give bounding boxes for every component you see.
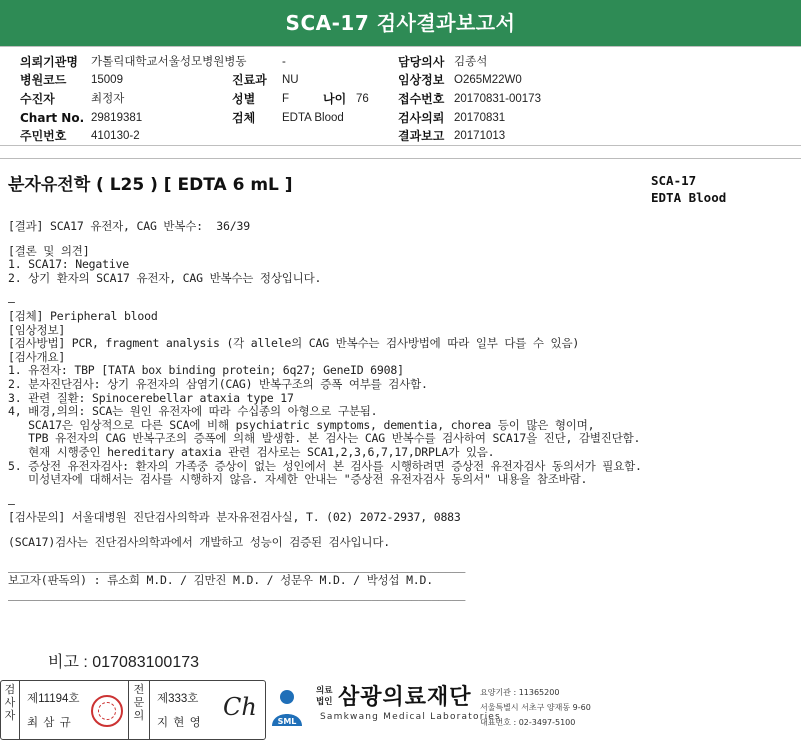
info-label: Chart No. bbox=[20, 111, 85, 125]
specialist-name: 지 현 영 bbox=[157, 717, 202, 729]
info-label: 결과보고 bbox=[398, 129, 445, 143]
info-value: - bbox=[282, 56, 286, 68]
org-contact bbox=[480, 685, 591, 731]
org-code: 요양기관 : 11365200 bbox=[480, 688, 560, 697]
info-row bbox=[0, 53, 801, 71]
box-separator bbox=[19, 681, 20, 739]
info-label: 진료과 bbox=[232, 73, 267, 87]
info-value: 20170831-00173 bbox=[454, 93, 541, 105]
section-divider bbox=[0, 158, 801, 159]
info-row bbox=[0, 109, 801, 127]
report-line: 보고자(판독의) : 류소희 M.D. / 김만진 M.D. / 성문우 M.D. / 박성섭 M.D. bbox=[8, 573, 433, 588]
report-line bbox=[8, 487, 798, 498]
info-label: 의뢰기관명 bbox=[20, 55, 78, 69]
specialist-license: 제333호 bbox=[157, 693, 199, 705]
info-value: 최정자 bbox=[91, 93, 125, 105]
info-label: 병원코드 bbox=[20, 73, 67, 87]
org-logo-icon bbox=[268, 682, 306, 732]
report-line: [결과] SCA17 유전자, CAG 반복수: 36/39 bbox=[8, 219, 250, 233]
signature: Ch bbox=[223, 693, 257, 721]
tester-label: 검사자 bbox=[4, 683, 16, 722]
info-label: 검사의뢰 bbox=[398, 111, 445, 125]
report-line: — bbox=[8, 295, 15, 310]
report-line: 5. 증상전 유전자검사: 환자의 가족중 증상이 없는 성인에서 본 검사를 시행하려면 증상전 유전자검사 동의서가 필요함. bbox=[8, 458, 642, 473]
org-address: 서울특별시 서초구 양재동 9-60 bbox=[480, 703, 591, 712]
report-line: 미성년자에 대해서는 검사를 시행하지 않음. 자세한 안내는 "증상전 유전자검사 동의서" 내용을 참조바람. bbox=[8, 472, 588, 487]
report-line: 2. 상기 환자의 SCA17 유전자, CAG 반복수는 정상입니다. bbox=[8, 270, 322, 285]
org-type: 의료 법인 bbox=[316, 686, 333, 707]
report-title: SCA-17 검사결과보고서 bbox=[0, 0, 801, 46]
box-separator bbox=[149, 681, 150, 739]
report-line: [검사개요] bbox=[8, 349, 66, 364]
report-line: TPB 유전자의 CAG 반복구조의 증폭에 의해 발생함. 본 검사는 CAG 반복수를 검사하여 SCA17을 진단, 감별진단함. bbox=[8, 431, 641, 446]
remark: 비고 : 017083100173 bbox=[48, 654, 200, 671]
report-body bbox=[8, 220, 798, 601]
specimen-type: EDTA Blood bbox=[651, 190, 727, 205]
report-line bbox=[8, 285, 798, 296]
report-line: ____________________________________________________________________ bbox=[8, 559, 466, 574]
info-label: 담당의사 bbox=[398, 55, 445, 69]
specimen-summary bbox=[651, 172, 726, 206]
logo-text: SML bbox=[277, 717, 297, 726]
info-label: 수진자 bbox=[20, 92, 55, 106]
info-row bbox=[0, 127, 801, 145]
info-value: 20171013 bbox=[454, 130, 506, 142]
report-line: 1. SCA17: Negative bbox=[8, 257, 130, 272]
test-code: SCA-17 bbox=[651, 173, 697, 188]
report-line: ____________________________________________________________________ bbox=[8, 586, 466, 601]
tester-license: 제11194호 bbox=[27, 693, 80, 705]
report-line: [검체] Peripheral blood bbox=[8, 308, 158, 323]
info-value: 410130-2 bbox=[91, 130, 140, 142]
info-value: O265M22W0 bbox=[454, 74, 522, 86]
info-row bbox=[0, 71, 801, 89]
info-value: F bbox=[282, 93, 290, 105]
info-label: 임상정보 bbox=[398, 73, 445, 87]
info-label: 접수번호 bbox=[398, 92, 445, 106]
org-name: 삼광의료재단 bbox=[338, 685, 472, 710]
report-footer bbox=[0, 680, 801, 742]
info-value: 20170831 bbox=[454, 112, 506, 124]
info-row bbox=[0, 90, 801, 108]
report-line: — bbox=[8, 496, 15, 511]
report-line: [결론 및 의견] bbox=[8, 243, 90, 258]
report-line: [검사방법] PCR, fragment analysis (각 allele의 CAG 반복수는 검사방법에 따라 일부 다를 수 있음) bbox=[8, 336, 580, 351]
org-phone: 대표번호 : 02-3497-5100 bbox=[480, 718, 576, 727]
info-value: 가톨릭대학교서울성모병원병동 bbox=[91, 56, 247, 68]
box-separator bbox=[128, 681, 129, 739]
age-label: 나이 bbox=[323, 92, 347, 106]
report-line: SCA17은 임상적으로 다른 SCA에 비해 psychiatric symptoms, dementia, chorea 등이 많은 형이며, bbox=[8, 417, 595, 432]
report-line: 1. 유전자: TBP [TATA box binding protein; 6q27; GeneID 6908] bbox=[8, 363, 404, 378]
report-line bbox=[8, 234, 798, 245]
report-line: (SCA17)검사는 진단검사의학과에서 개발하고 성능이 검증된 검사입니다. bbox=[8, 534, 390, 549]
report-line: 현재 시행중인 hereditary ataxia 관련 검사로는 SCA1,2,3,6,7,17,DRPLA가 있음. bbox=[8, 444, 495, 459]
info-value: EDTA Blood bbox=[282, 112, 344, 124]
info-label: 검체 bbox=[232, 111, 256, 125]
info-value: 29819381 bbox=[91, 112, 143, 124]
report-line: 4, 배경,의의: SCA는 원인 유전자에 따라 수십종의 아형으로 구분됨. bbox=[8, 404, 378, 419]
report-line: 3. 관련 질환: Spinocerebellar ataxia type 17 bbox=[8, 390, 294, 405]
tester-name: 최 삼 규 bbox=[27, 717, 72, 729]
patient-info-panel bbox=[0, 46, 801, 146]
age-value: 76 bbox=[356, 93, 369, 105]
report-line: [검사문의] 서울대병원 진단검사의학과 분자유전검사실, T. (02) 2072-2937, 0883 bbox=[8, 510, 461, 525]
signature-box bbox=[0, 680, 266, 740]
info-label: 성별 bbox=[232, 92, 256, 106]
department-title: 분자유전학 ( L25 ) [ EDTA 6 mL ] bbox=[8, 175, 293, 195]
info-value: 15009 bbox=[91, 74, 123, 86]
info-value: 김종석 bbox=[454, 56, 488, 68]
info-label: 주민번호 bbox=[20, 129, 67, 143]
report-line: 2. 분자진단검사: 상기 유전자의 삼염기(CAG) 반복구조의 증폭 여부를 검사함. bbox=[8, 376, 428, 391]
report-line: [임상정보] bbox=[8, 322, 66, 337]
seal-icon bbox=[91, 695, 123, 727]
org-english-name: Samkwang Medical Laboratories bbox=[320, 712, 501, 722]
info-value: NU bbox=[282, 74, 299, 86]
specialist-label: 전문의 bbox=[133, 683, 145, 722]
